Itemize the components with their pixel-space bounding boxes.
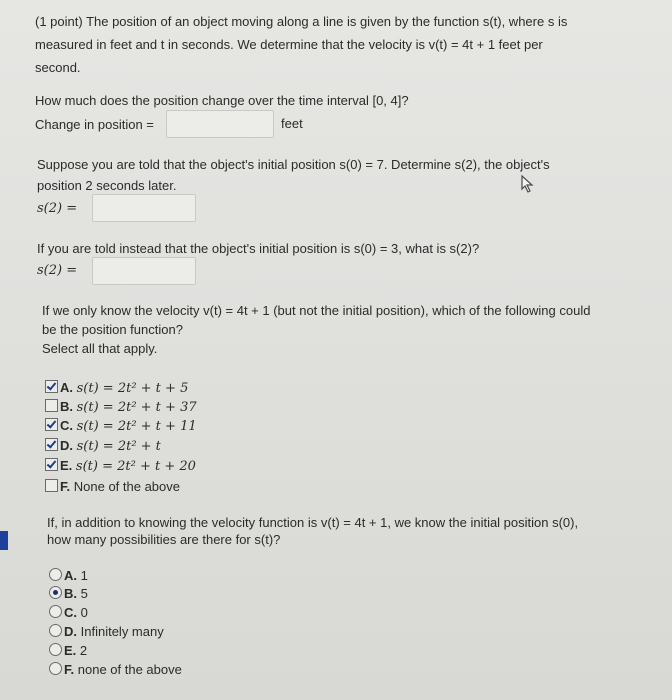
intro-line-2: measured in feet and t in seconds. We determine that the velocity is v(t) = 4t + 1 feet per (35, 37, 543, 52)
q5-option-d[interactable] (49, 624, 164, 640)
checkbox[interactable] (45, 438, 58, 451)
s2-input-initial-7[interactable] (92, 194, 196, 222)
q4-option-a[interactable] (45, 380, 188, 397)
q4-option-c[interactable] (45, 418, 197, 435)
option-text: s(t) = 2t² + t + 5 (76, 381, 189, 396)
radio-button[interactable] (49, 662, 62, 675)
intro-line-3: second. (35, 60, 81, 75)
q2-label: s(2) = (37, 201, 78, 216)
option-letter: E. (64, 643, 77, 658)
left-edge-tab[interactable] (0, 531, 8, 550)
q4-line-2: be the position function? (42, 322, 183, 337)
radio-button[interactable] (49, 643, 62, 656)
checkbox[interactable] (45, 458, 58, 471)
option-text: 5 (80, 586, 88, 601)
q5-option-a[interactable] (49, 568, 88, 584)
checkbox[interactable] (45, 399, 58, 412)
option-letter: A. (60, 380, 73, 395)
q5-option-b[interactable] (49, 586, 88, 602)
q1-question: How much does the position change over the time interval [0, 4]? (35, 93, 409, 108)
option-letter: C. (60, 418, 73, 433)
option-text: 1 (80, 568, 88, 583)
q3-label: s(2) = (37, 263, 78, 278)
option-text: s(t) = 2t² + t + 11 (76, 419, 197, 434)
change-in-position-input[interactable] (166, 110, 274, 138)
checkbox[interactable] (45, 418, 58, 431)
q4-option-d[interactable] (45, 438, 161, 455)
intro-line-1: (1 point) The position of an object moving along a line is given by the function s(t), where s is (35, 14, 568, 29)
q4-line-1: If we only know the velocity v(t) = 4t + 1 (but not the initial position), which of the following could (42, 303, 591, 318)
option-letter: D. (64, 624, 77, 639)
option-letter: A. (64, 568, 77, 583)
option-letter: F. (64, 662, 75, 677)
option-text: None of the above (73, 479, 180, 494)
option-text: s(t) = 2t² + t (76, 439, 161, 454)
option-text: Infinitely many (80, 624, 164, 639)
q2-line-1: Suppose you are told that the object's initial position s(0) = 7. Determine s(2), the object's (37, 157, 550, 172)
option-text: 2 (79, 643, 88, 658)
radio-button[interactable] (49, 624, 62, 637)
option-letter: B. (64, 586, 77, 601)
radio-button[interactable] (49, 605, 62, 618)
option-text: none of the above (77, 662, 182, 677)
q5-line-1: If, in addition to knowing the velocity function is v(t) = 4t + 1, we know the initial position s(0), (47, 515, 579, 530)
s2-input-initial-3[interactable] (92, 257, 196, 285)
q1-unit: feet (281, 116, 303, 131)
option-letter: B. (60, 399, 73, 414)
checkbox[interactable] (45, 380, 58, 393)
q4-option-e[interactable] (45, 458, 196, 475)
q5-line-2: how many possibilities are there for s(t)? (47, 532, 281, 547)
q5-option-e[interactable] (49, 643, 87, 659)
radio-button[interactable] (49, 586, 62, 599)
q3-question: If you are told instead that the object's initial position is s(0) = 3, what is s(2)? (37, 241, 480, 256)
q2-line-2: position 2 seconds later. (37, 178, 177, 193)
checkbox[interactable] (45, 479, 58, 492)
option-text: s(t) = 2t² + t + 37 (76, 400, 197, 415)
q4-line-3: Select all that apply. (42, 341, 158, 356)
q4-option-b[interactable] (45, 399, 197, 416)
option-letter: E. (60, 458, 73, 473)
q5-option-c[interactable] (49, 605, 88, 621)
option-letter: C. (64, 605, 77, 620)
option-text: 0 (80, 605, 88, 620)
option-letter: D. (60, 438, 73, 453)
q1-label: Change in position = (35, 117, 154, 132)
option-text: s(t) = 2t² + t + 20 (75, 459, 196, 474)
option-letter: F. (60, 479, 71, 494)
mouse-cursor-icon (520, 174, 536, 194)
q4-option-f[interactable] (45, 479, 180, 495)
radio-button[interactable] (49, 568, 62, 581)
q5-option-f[interactable] (49, 662, 182, 678)
